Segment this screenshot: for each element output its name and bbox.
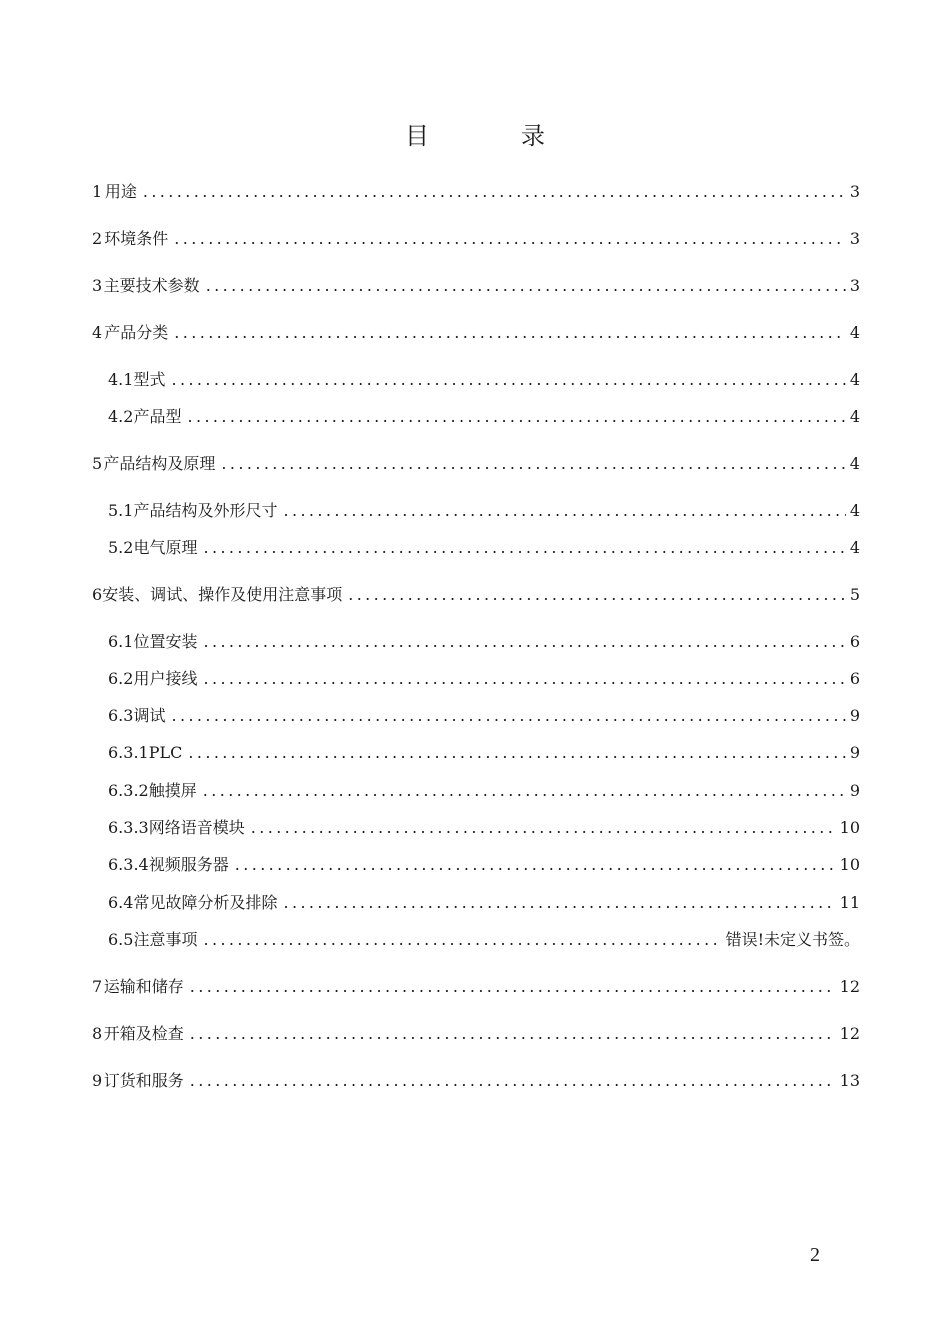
toc-page: 3 — [849, 182, 860, 201]
toc-number: 1 — [92, 182, 103, 201]
dot-leader — [206, 274, 846, 298]
toc-page: 13 — [839, 1071, 860, 1090]
toc-page: 11 — [839, 893, 860, 912]
toc-text: 产品分类 — [104, 323, 169, 342]
toc-number: 6.1 — [108, 632, 134, 651]
toc-entry[interactable] — [92, 227, 860, 251]
toc-number: 4.2 — [108, 407, 134, 426]
toc-number: 2 — [92, 229, 103, 248]
toc-text: 产品型 — [133, 407, 182, 426]
toc-number: 4 — [92, 323, 103, 342]
toc-entry[interactable] — [108, 928, 860, 952]
toc-text: 产品结构及外形尺寸 — [133, 501, 278, 520]
toc-text: 注意事项 — [133, 930, 198, 949]
toc-entry[interactable] — [92, 321, 860, 345]
dot-leader — [143, 180, 846, 204]
toc-page: 5 — [849, 585, 860, 604]
toc-text: 运输和储存 — [103, 977, 184, 996]
toc-number: 6.3.4 — [108, 855, 149, 874]
dot-leader — [203, 536, 845, 560]
toc-page: 10 — [839, 855, 860, 874]
toc-page: 9 — [849, 743, 860, 762]
toc-number: 6.3 — [108, 706, 134, 725]
toc-text: 调试 — [133, 706, 166, 725]
toc-number: 5 — [92, 454, 103, 473]
toc-entry[interactable] — [108, 667, 860, 691]
toc-entry[interactable] — [92, 975, 860, 999]
toc-page: 4 — [849, 407, 860, 426]
toc-page: 3 — [849, 229, 860, 248]
toc-text: 视频服务器 — [148, 855, 229, 874]
dot-leader — [174, 227, 846, 251]
toc-entry[interactable] — [108, 891, 860, 915]
dot-leader — [221, 452, 845, 476]
dot-leader — [187, 405, 845, 429]
toc-page: 3 — [849, 276, 860, 295]
toc-text: 订货和服务 — [103, 1071, 184, 1090]
toc-number: 7 — [92, 977, 103, 996]
dot-leader — [171, 704, 845, 728]
toc-entry[interactable] — [108, 536, 860, 560]
toc-text: 安装、调试、操作及使用注意事项 — [102, 585, 343, 604]
dot-leader — [203, 630, 845, 654]
toc-entry[interactable] — [108, 853, 860, 877]
toc-page: 错误!未定义书签。 — [725, 930, 860, 949]
toc-page: 6 — [849, 632, 860, 651]
toc-page: 9 — [849, 706, 860, 725]
toc-page: 4 — [849, 370, 860, 389]
toc-entry[interactable] — [92, 274, 860, 298]
toc-page: 4 — [849, 454, 860, 473]
toc-text: 型式 — [133, 370, 166, 389]
toc-entry[interactable] — [92, 1069, 860, 1093]
dot-leader — [188, 741, 845, 765]
toc-text: 开箱及检查 — [103, 1024, 184, 1043]
toc-number: 4.1 — [108, 370, 134, 389]
dot-leader — [190, 975, 836, 999]
toc-number: 9 — [92, 1071, 103, 1090]
toc-text: PLC — [148, 743, 183, 762]
toc-page: 4 — [849, 538, 860, 557]
toc-text: 环境条件 — [104, 229, 169, 248]
toc-entry[interactable] — [108, 499, 860, 523]
toc-number: 3 — [92, 276, 103, 295]
toc-entry[interactable] — [108, 630, 860, 654]
toc-number: 6.5 — [108, 930, 134, 949]
page-number: 2 — [810, 1244, 820, 1266]
dot-leader — [251, 816, 836, 840]
toc-entry[interactable] — [108, 368, 860, 392]
toc-page: 4 — [849, 501, 860, 520]
toc-page: 12 — [839, 1024, 860, 1043]
toc-entry[interactable] — [108, 704, 860, 728]
toc-entry[interactable] — [108, 816, 860, 840]
toc-page: 6 — [849, 669, 860, 688]
toc-text: 产品结构及原理 — [103, 454, 216, 473]
toc-page: 9 — [849, 781, 860, 800]
dot-leader — [348, 583, 846, 607]
toc-text: 位置安装 — [133, 632, 198, 651]
toc-text: 电气原理 — [133, 538, 198, 557]
toc-entry[interactable] — [92, 180, 860, 204]
toc-text: 网络语音模块 — [148, 818, 245, 837]
toc-text: 常见故障分析及排除 — [133, 893, 278, 912]
dot-leader — [190, 1022, 836, 1046]
toc-title: 目 录 — [405, 122, 579, 150]
toc-entry[interactable] — [92, 1022, 860, 1046]
dot-leader — [283, 891, 835, 915]
dot-leader — [203, 779, 846, 803]
toc-number: 5.1 — [108, 501, 134, 520]
toc-entry[interactable] — [92, 583, 860, 607]
toc-text: 用户接线 — [133, 669, 198, 688]
toc-number: 6.2 — [108, 669, 134, 688]
toc-number: 8 — [92, 1024, 103, 1043]
toc-number: 6.3.2 — [108, 781, 149, 800]
dot-leader — [235, 853, 836, 877]
dot-leader — [174, 321, 846, 345]
toc-page: 12 — [839, 977, 860, 996]
dot-leader — [190, 1069, 836, 1093]
toc-entry[interactable] — [92, 452, 860, 476]
dot-leader — [171, 368, 845, 392]
toc-text: 用途 — [104, 182, 137, 201]
toc-number: 6 — [92, 585, 103, 604]
toc-number: 6.3.3 — [108, 818, 149, 837]
toc-text: 触摸屏 — [148, 781, 197, 800]
toc-number: 6.4 — [108, 893, 134, 912]
dot-leader — [283, 499, 845, 523]
toc-page: 10 — [839, 818, 860, 837]
toc-entry[interactable] — [108, 779, 860, 803]
toc-text: 主要技术参数 — [103, 276, 200, 295]
toc-entry[interactable] — [108, 741, 860, 765]
toc-page: 4 — [849, 323, 860, 342]
dot-leader — [203, 667, 845, 691]
toc-number: 5.2 — [108, 538, 134, 557]
toc-number: 6.3.1 — [108, 743, 149, 762]
toc-entry[interactable] — [108, 405, 860, 429]
dot-leader — [203, 928, 721, 952]
